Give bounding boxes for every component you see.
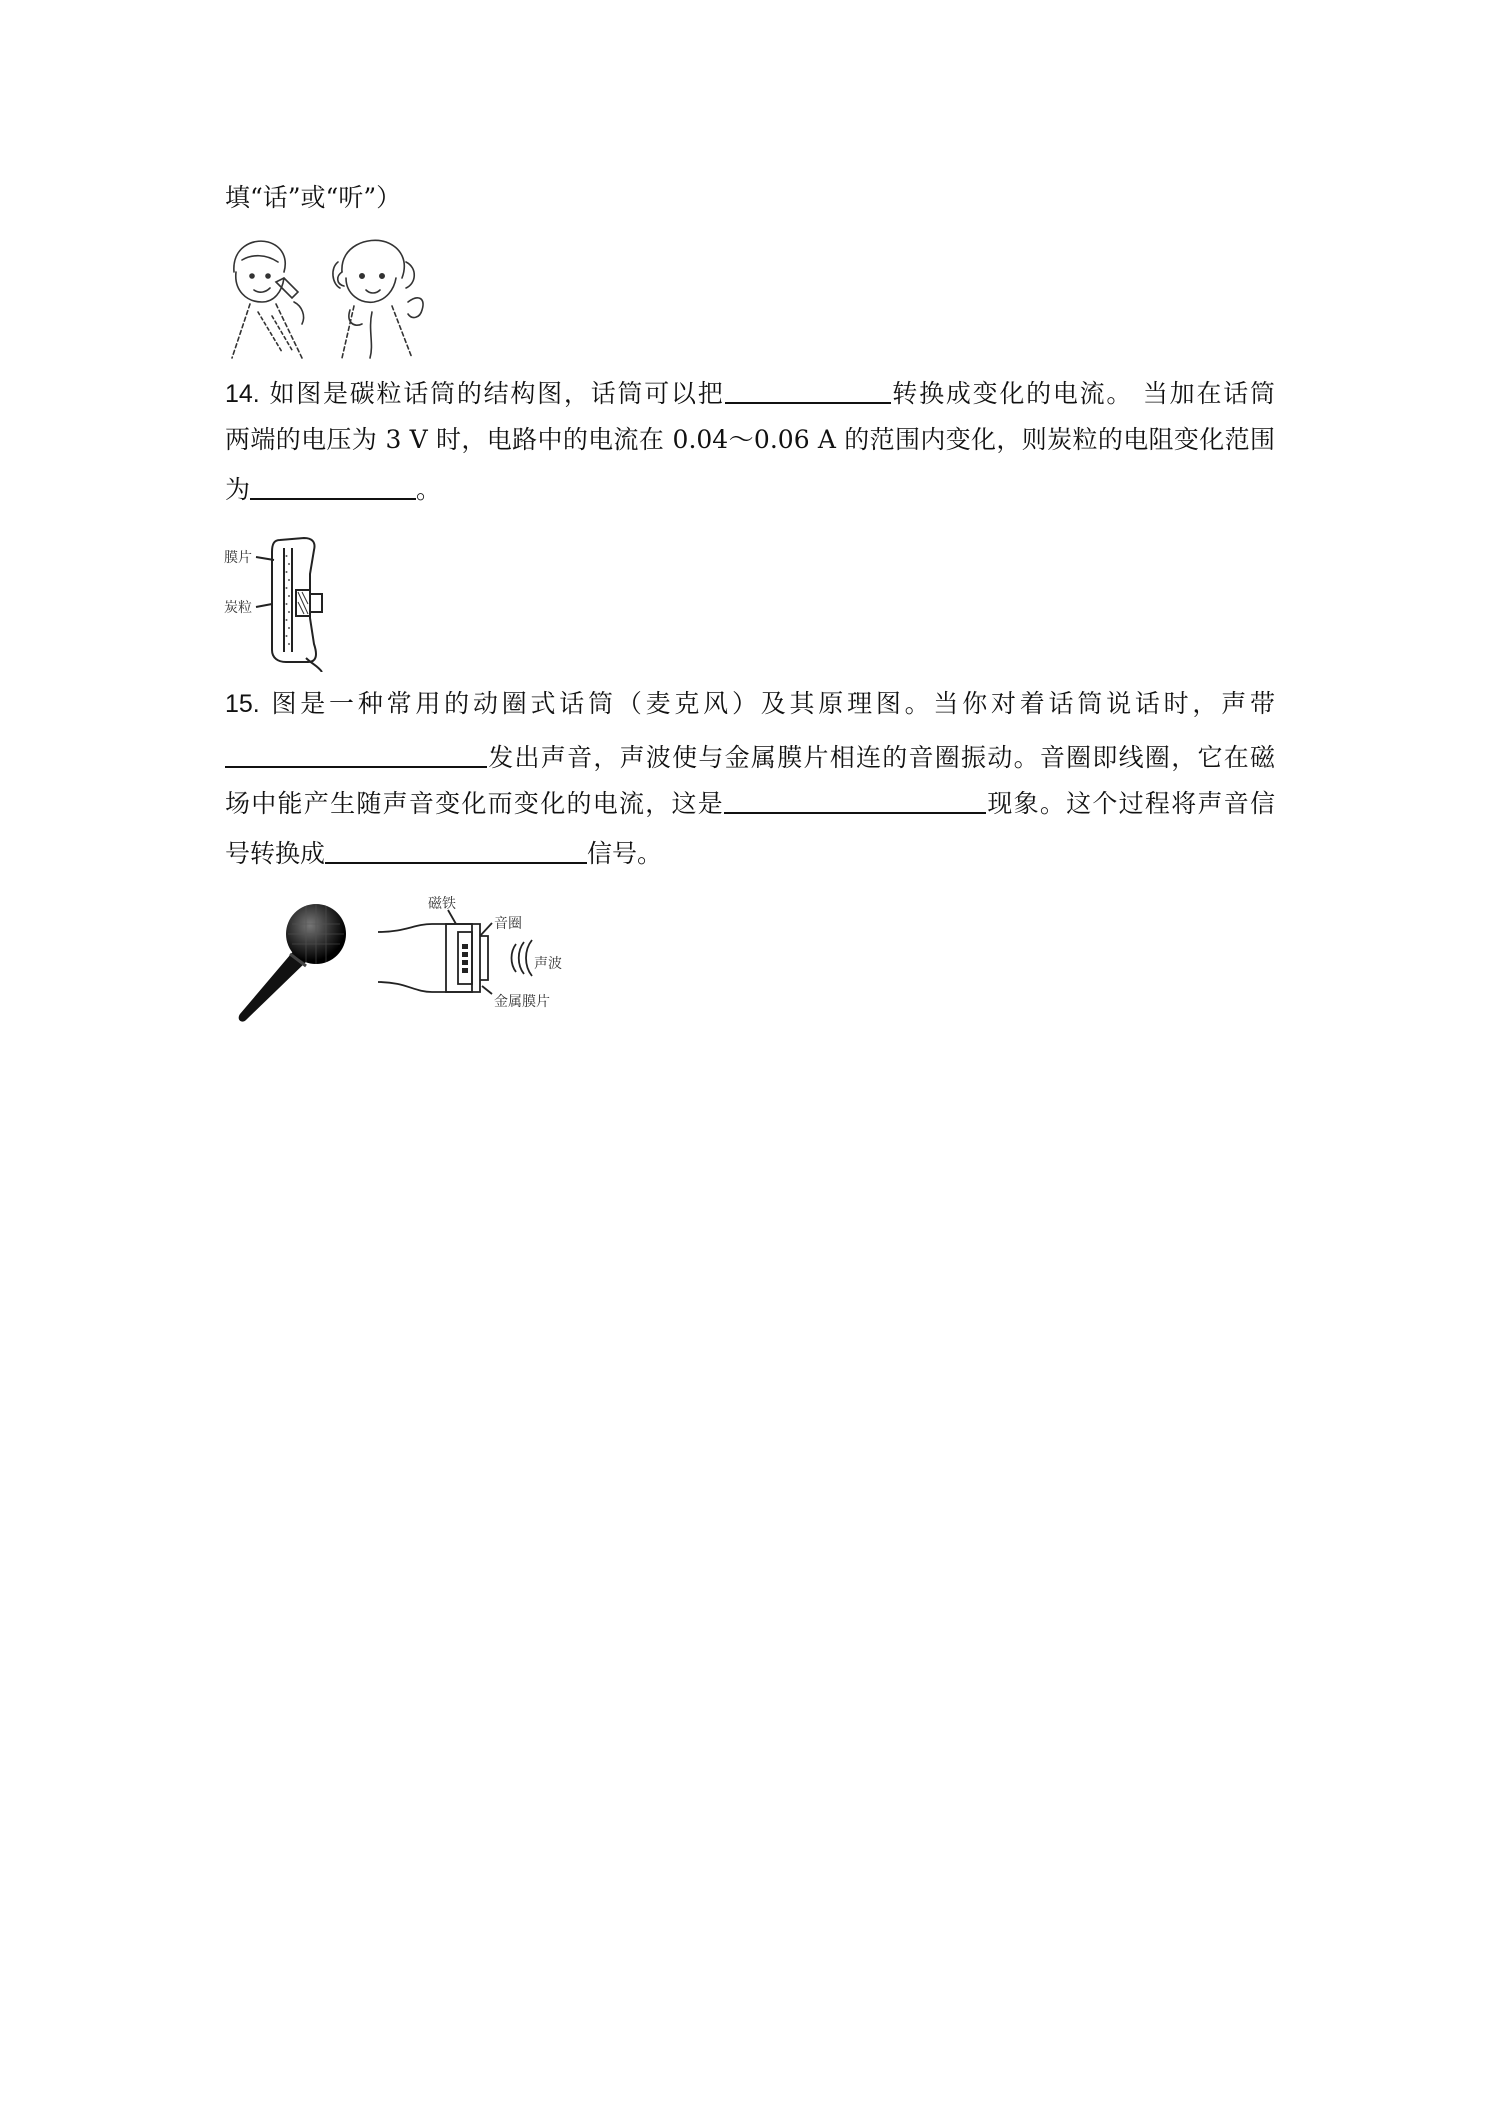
dynamic-mic-diagram-figure (376, 896, 576, 1016)
q15-text: 发出声音，声波使与金属膜片相连的音圈振动。音圈即线圈，它在磁 (487, 743, 1275, 772)
dynamic-mic-diagram (376, 896, 576, 1016)
fill-instruction: 填“话”或“听”） (225, 183, 402, 212)
question-number: 15. (225, 690, 260, 718)
q15-line-3 (225, 786, 1275, 822)
microphone-icon (226, 896, 356, 1026)
q14-text: 。 (416, 475, 442, 504)
answer-blank[interactable] (250, 472, 416, 500)
sound-wave-label: 声波 (534, 956, 562, 972)
telephone-kids-figure (222, 232, 442, 362)
q14-text: 如图是碳粒话筒的结构图，话筒可以把 (269, 379, 725, 408)
metal-membrane-label: 金属膜片 (494, 994, 550, 1010)
microphone-photo-figure (226, 896, 356, 1026)
q14-line-3 (225, 472, 1275, 508)
telephone-kids-illustration (222, 232, 442, 362)
q14-text: 转换成变化的电流。 当加在话筒 (890, 379, 1275, 408)
q14-text: 两端的电压为 3 V 时，电路中的电流在 0.04～0.06 A 的范围内变化，则炭粒的电阻变化范围 (225, 425, 1275, 454)
coil-label: 音圈 (494, 916, 522, 932)
q14-text: 为 (225, 475, 251, 504)
answer-blank[interactable] (225, 740, 487, 768)
answer-blank[interactable] (325, 836, 587, 864)
q15-text: 信号。 (587, 839, 663, 868)
q15-text: 号转换成 (225, 839, 326, 868)
q15-text: 现象。这个过程将声音信 (986, 789, 1275, 818)
q15-line-1 (225, 686, 1275, 722)
answer-blank[interactable] (724, 786, 986, 814)
magnet-label: 磁铁 (428, 896, 456, 912)
answer-blank[interactable] (725, 376, 891, 404)
q15-line-4 (225, 836, 1275, 872)
q15-line-2 (225, 740, 1275, 776)
q15-text: 图是一种常用的动圈式话筒（麦克风）及其原理图。当你对着话筒说话时，声带 (271, 689, 1275, 718)
q14-line-1 (225, 376, 1275, 412)
q14-line-2 (225, 422, 1275, 458)
question-number: 14. (225, 380, 260, 408)
carbon-microphone-figure (222, 532, 342, 672)
carbon-label: 炭粒 (224, 600, 252, 616)
carbon-microphone-diagram (222, 532, 342, 672)
continued-text (225, 180, 1275, 216)
q15-text: 场中能产生随声音变化而变化的电流，这是 (225, 789, 725, 818)
membrane-label: 膜片 (224, 550, 252, 566)
